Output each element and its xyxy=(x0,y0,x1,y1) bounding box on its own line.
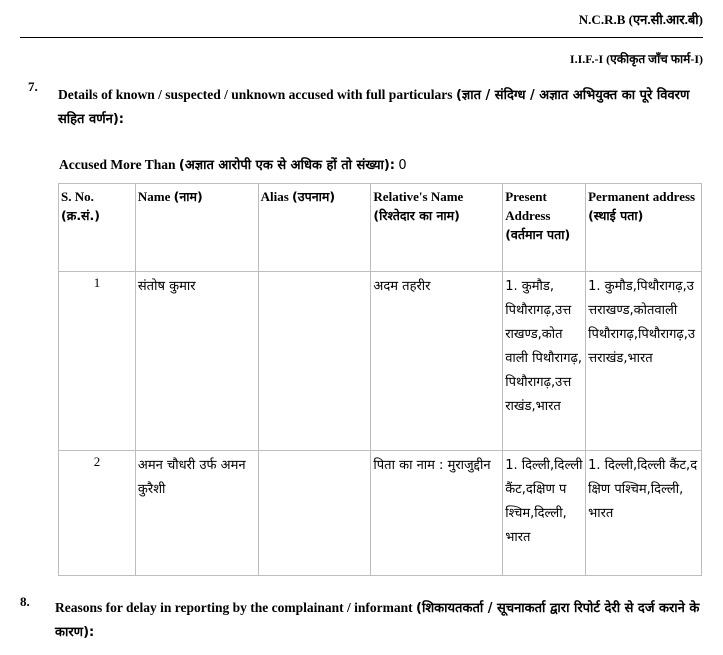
cell-name: अमन चौधरी उर्फ अमन कुरैशी xyxy=(135,451,258,576)
header-org: N.C.R.B (एन.सी.आर.बी) xyxy=(578,12,703,27)
cell-alias xyxy=(258,451,371,576)
section-8-title-en: Reasons for delay in reporting by the complainant / informant xyxy=(55,600,413,615)
cell-sno: 1 xyxy=(59,272,136,451)
header-form-id: I.I.F.-I (एकीकृत जाँच फार्म-I) xyxy=(569,52,703,66)
cell-present-address: 1. कुमौड,पिथौरागढ़,उत्तराखण्ड,कोतवाली पिथौरागढ़,पिथौरागढ़,उत्तराखंड,भारत xyxy=(503,272,586,451)
col-present-address: Present Address (वर्तमान पता) xyxy=(503,184,586,272)
col-name: Name (नाम) xyxy=(135,184,258,272)
accused-more-than xyxy=(59,155,407,173)
cell-permanent-address: 1. कुमौड,पिथौरागढ़,उत्तराखण्ड,कोतवाली पिथौरागढ़,पिथौरागढ़,उत्तराखंड,भारत xyxy=(586,272,702,451)
col-alias: Alias (उपनाम) xyxy=(258,184,371,272)
cell-relative: अदम तहरीर xyxy=(371,272,503,451)
cell-present-address: 1. दिल्ली,दिल्ली कैंट,दक्षिण पश्चिम,दिल्ली,भारत xyxy=(503,451,586,576)
header-divider xyxy=(20,37,703,38)
table-header-row xyxy=(59,184,702,272)
accused-more-label-en: Accused More Than xyxy=(59,157,176,172)
col-permanent-address: Permanent address (स्थाई पता) xyxy=(586,184,702,272)
section-8-number: 8. xyxy=(20,594,30,609)
cell-permanent-address: 1. दिल्ली,दिल्ली कैंट,दक्षिण पश्चिम,दिल्ली,भारत xyxy=(586,451,702,576)
section-7-number: 7. xyxy=(28,79,38,94)
accused-more-label-hi: (अज्ञात आरोपी एक से अधिक हों तो संख्या): xyxy=(178,158,396,173)
section-8-title xyxy=(55,596,705,644)
cell-relative: पिता का नाम : मुराजुद्दीन xyxy=(371,451,503,576)
table-row xyxy=(59,451,702,576)
section-7-title-en: Details of known / suspected / unknown accused with full particulars xyxy=(58,87,453,102)
accused-table xyxy=(58,183,702,576)
section-8-title-hi: (शिकायतकर्ता / सूचनाकर्ता द्वारा रिपोर्ट देरी से दर्ज कराने के कारण): xyxy=(55,601,700,640)
cell-alias xyxy=(258,272,371,451)
cell-name: संतोष कुमार xyxy=(135,272,258,451)
cell-sno: 2 xyxy=(59,451,136,576)
accused-more-value: 0 xyxy=(398,158,407,173)
col-relative: Relative's Name (रिश्तेदार का नाम) xyxy=(371,184,503,272)
section-7-title-hi: (ज्ञात / संदिग्ध / अज्ञात अभियुक्त का पूरे विवरण सहित वर्णन): xyxy=(58,88,690,127)
col-sno: S. No. (क्र.सं.) xyxy=(59,184,136,272)
table-row xyxy=(59,272,702,451)
section-7-title xyxy=(58,83,708,131)
